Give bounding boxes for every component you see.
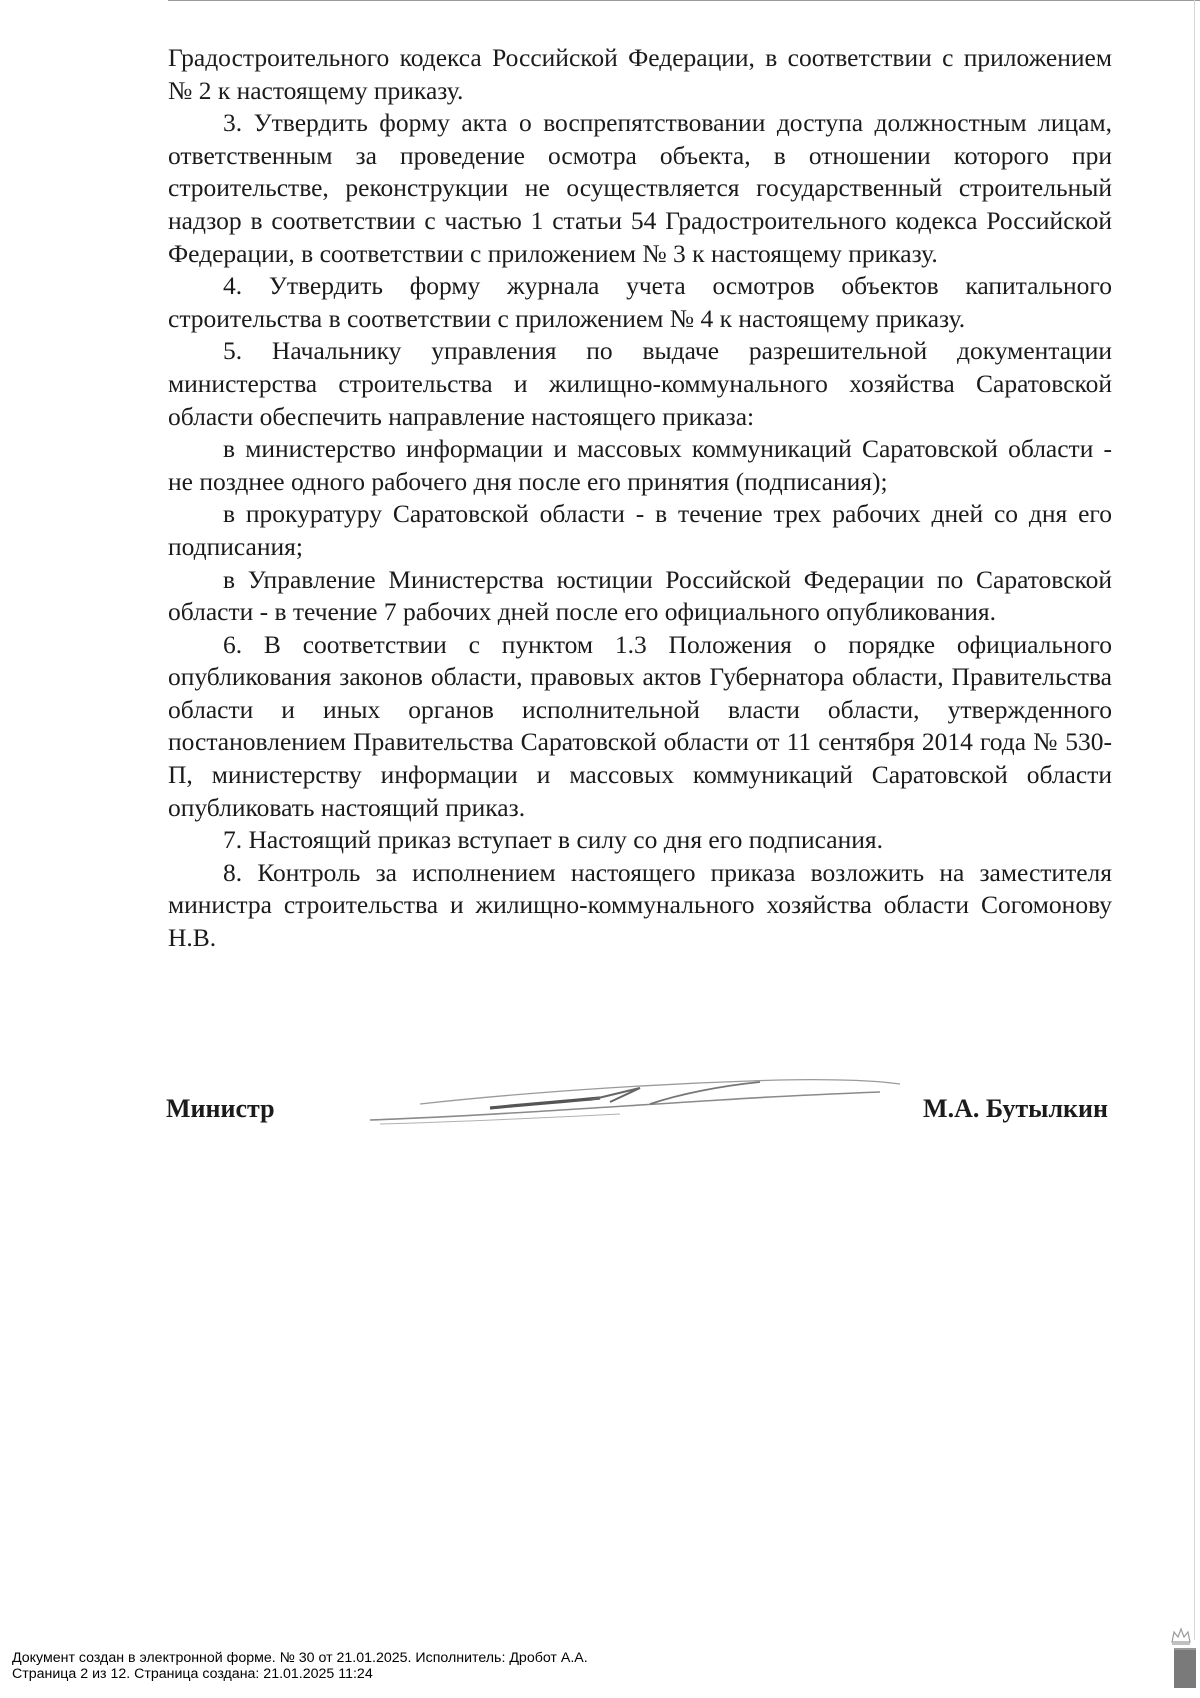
paragraph-item-7: 7. Настоящий приказ вступает в силу со дня его подписания. — [223, 825, 883, 855]
footer-document-info: Документ создан в электронной форме. № 30 от 21.01.2025. Исполнитель: Дробот А.А. — [12, 1650, 588, 1666]
signer-name: М.А. Бутылкин — [923, 1094, 1108, 1123]
order-body-text — [168, 42, 1112, 955]
paragraph-item-5-recipient-1: в министерство информации и массовых коммуникаций Саратовской области - не позднее одного рабочего дня после его принятия (подписания); — [168, 434, 1112, 496]
signer-title: Министр — [166, 1094, 275, 1123]
scan-corner-mark — [1174, 1648, 1196, 1688]
paragraph-item-8: 8. Контроль за исполнением настоящего приказа возложить на заместителя министра строительства и жилищно-коммунального хозяйства области Согомонову Н.В. — [168, 857, 1112, 953]
paragraph-item-5-recipient-2: в прокуратуру Саратовской области - в течение трех рабочих дней со дня его подписания; — [168, 499, 1112, 561]
page-right-edge — [1194, 0, 1195, 1640]
paragraph-item-3: 3. Утвердить форму акта о воспрепятствовании доступа должностным лицам, ответственным за проведение осмотра объекта, в отношении которого при строительстве, реконструкции не осуществляется государственный строительный надзор в соответствии с частью 1 статьи 54 Градостроительного кодекса Российской Федерации, в соответствии с приложением № 3 к настоящему приказу. — [168, 108, 1112, 268]
electronic-document-footer — [12, 1650, 588, 1682]
paragraph-item-6: 6. В соответствии с пунктом 1.3 Положения о порядке официального опубликования законов области, правовых актов Губернатора области, Правительства области и иных органов исполнительной власти области, утвержденного постановлением Правительства Саратовской области от 11 сентября 2014 года № 530-П, министерству информации и массовых коммуникаций Саратовской области опубликовать настоящий приказ. — [168, 629, 1112, 822]
crown-icon — [1170, 1626, 1192, 1646]
paragraph-continuation: Градостроительного кодекса Российской Федерации, в соответствии с приложением № 2 к настоящему приказу. — [168, 43, 1112, 105]
paragraph-item-5-recipient-3: в Управление Министерства юстиции Российской Федерации по Саратовской области - в течение 7 рабочих дней после его официального опубликования. — [168, 564, 1112, 627]
paragraph-item-5: 5. Начальнику управления по выдаче разрешительной документации министерства строительства и жилищно-коммунального хозяйства Саратовской области обеспечить направление настоящего приказа: — [168, 336, 1112, 431]
footer-page-info: Страница 2 из 12. Страница создана: 21.01.2025 11:24 — [12, 1666, 373, 1682]
paragraph-item-4: 4. Утвердить форму журнала учета осмотров объектов капитального строительства в соответствии с приложением № 4 к настоящему приказу. — [168, 271, 1112, 333]
page-top-edge — [168, 0, 1200, 1]
handwritten-signature — [360, 1064, 940, 1134]
